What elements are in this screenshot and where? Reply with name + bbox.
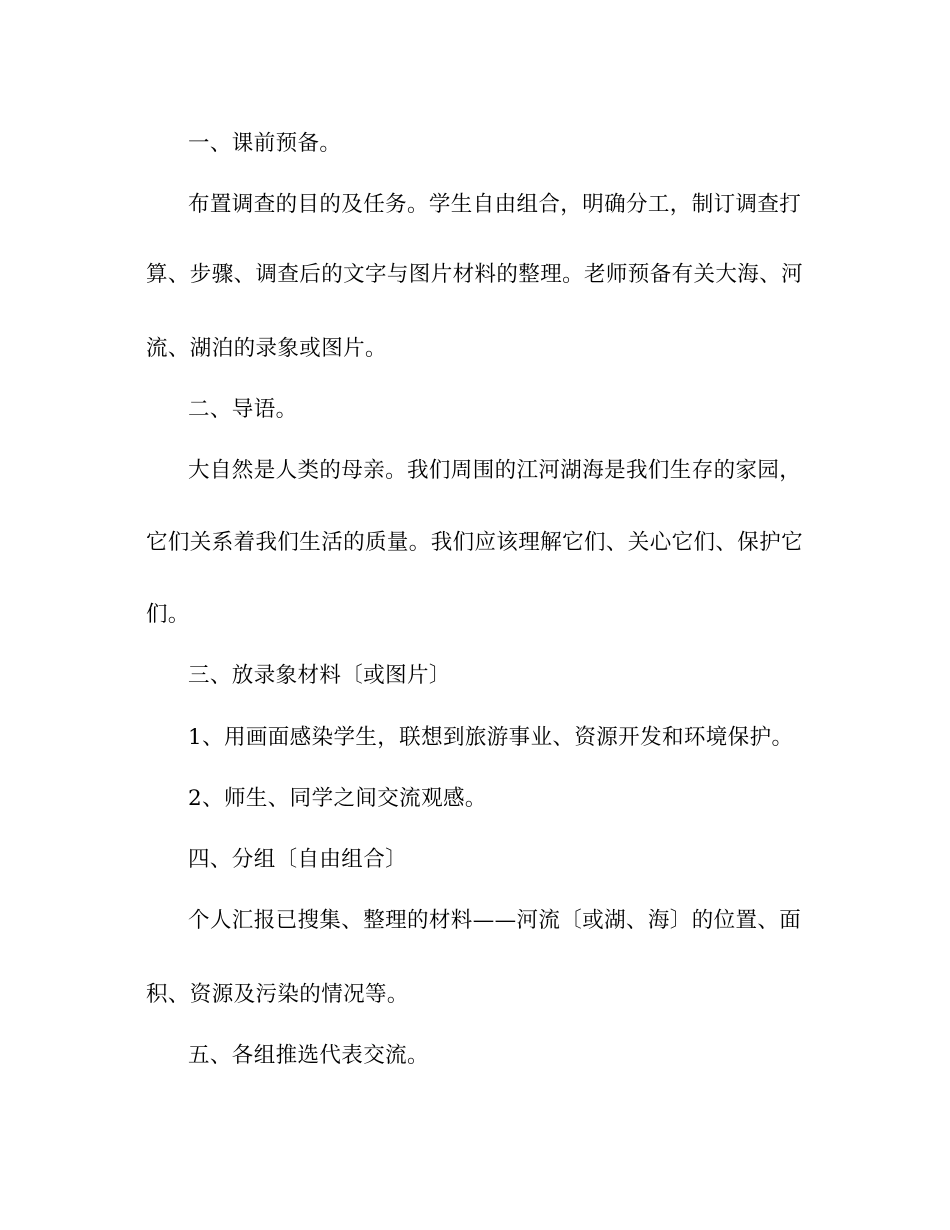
paragraph-2-line-2: 它们关系着我们生活的质量。我们应该理解它们、关心它们、保护它	[146, 530, 804, 555]
paragraph-2-line-3: 们。	[146, 602, 190, 627]
heading-3-video: 三、放录象材料〔或图片〕	[188, 663, 451, 688]
list-item-1: 1、用画面感染学生，联想到旅游事业、资源开发和环境保护。	[188, 725, 794, 750]
paragraph-2-line-1: 大自然是人类的母亲。我们周围的江河湖海是我们生存的家园，	[188, 458, 802, 483]
paragraph-4-line-2: 积、资源及污染的情况等。	[146, 982, 409, 1007]
heading-1-prep: 一、课前预备。	[188, 131, 342, 156]
paragraph-1-line-2: 算、步骤、调查后的文字与图片材料的整理。老师预备有关大海、河	[146, 262, 804, 287]
heading-4-grouping: 四、分组〔自由组合〕	[188, 847, 408, 872]
list-item-2: 2、师生、同学之间交流观感。	[188, 786, 487, 811]
heading-5-exchange: 五、各组推选代表交流。	[188, 1043, 429, 1068]
paragraph-4-line-1: 个人汇报已搜集、整理的材料——河流〔或湖、海〕的位置、面	[188, 908, 802, 933]
paragraph-1-line-1: 布置调查的目的及任务。学生自由组合，明确分工，制订调查打	[188, 192, 802, 217]
paragraph-1-line-3: 流、湖泊的录象或图片。	[146, 336, 387, 361]
heading-2-intro: 二、导语。	[188, 397, 298, 422]
